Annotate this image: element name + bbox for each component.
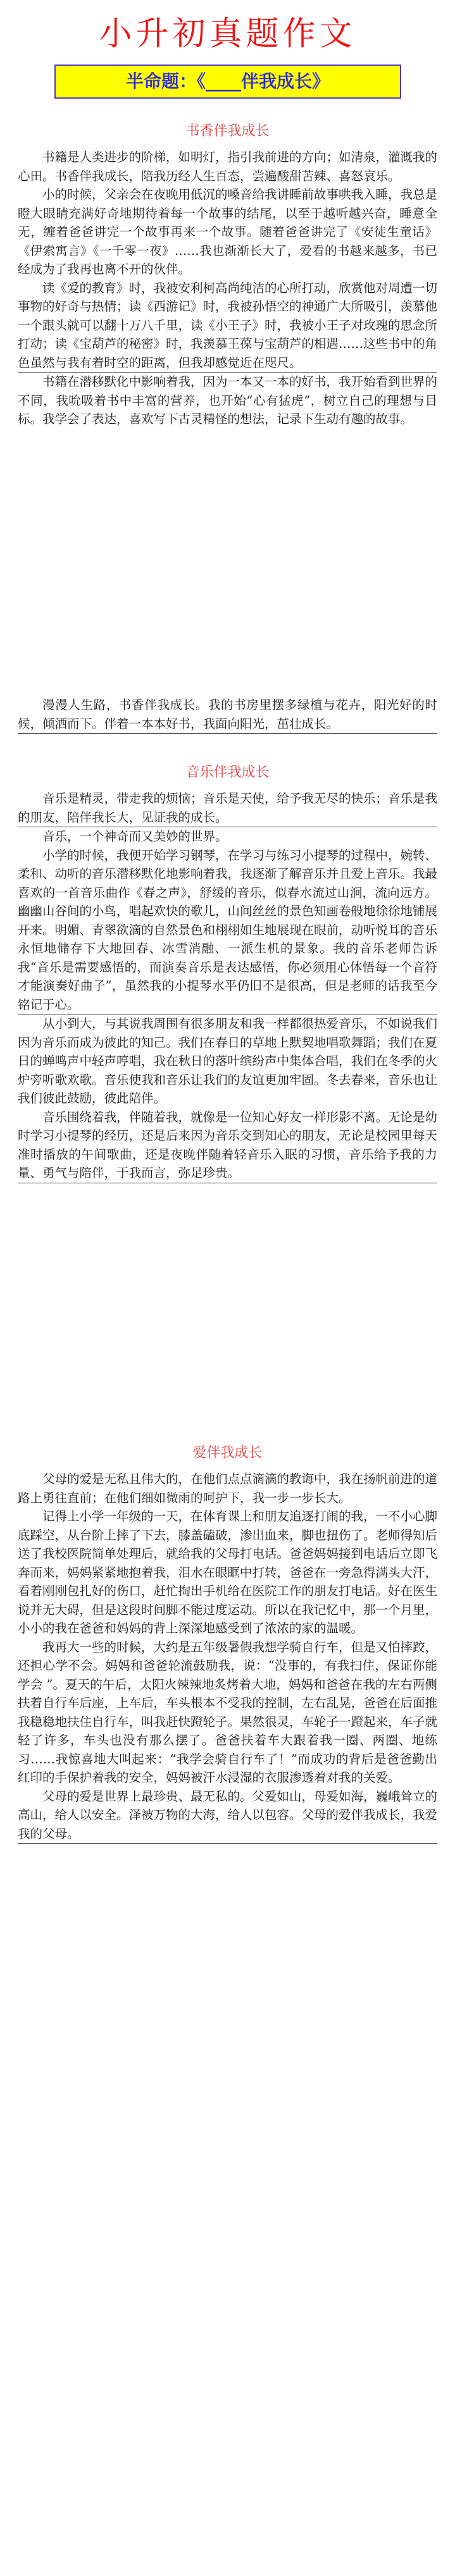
paragraph: 音乐，一个神奇而又美妙的世界。 (42, 829, 228, 844)
section-book-tail (18, 696, 437, 734)
paragraph: 音乐围绕着我，伴随着我，就像是一位知心好友一样形影不离。无论是幼时学习小提琴的经历，还是后来因为音乐交到知心的朋友，无论是校园里每天准时播放的午间歌曲，还是夜晚伴随着轻音乐入眠的习惯，音乐给予我的力量、勇气与陪伴，于我而言，弥足珍贵。 (18, 1108, 437, 1183)
paragraph: 音乐是精灵，带走我的烦恼；音乐是天使，给予我无尽的快乐；音乐是我的朋友，陪伴我长大，见证我的成长。 (18, 789, 437, 827)
paragraph: 书籍在潜移默化中影响着我，因为一本又一本的好书，我开始看到世界的不同，我吮吸着书中丰富的营养，也开始“心有猛虎”，树立自己的理想与目标。我学会了表达，喜欢写下古灵精怪的想法，记录下生动有趣的故事。 (18, 374, 438, 426)
section-title: 爱伴我成长 (192, 1445, 263, 1461)
paragraph: 读《爱的教育》时，我被安利柯高尚纯洁的心所打动，欣赏他对周遭一切事物的好奇与热情；读《西游记》时，我被孙悟空的神通广大所吸引，羡慕他一个跟头就可以翻十万八千里，读《小王子》时，我被小王子对玫瑰的思念所打动；读《宝葫芦的秘密》时，我羡慕王葆与宝葫芦的相遇……这些书中的角色虽然与我有着时空的距离，但我却感觉近在咫尺。 (18, 279, 437, 373)
section-title: 音乐伴我成长 (185, 765, 270, 780)
paragraph: 小学的时候，我便开始学习钢琴，在学习与练习小提琴的过程中，婉转、柔和、动听的音乐潜移默化地影响着我，我逐渐了解音乐并且爱上音乐。我最喜欢的一首音乐曲作《春之声》，舒缓的音乐，似春水流过山涧，流向远方。幽幽山谷间的小鸟，唱起欢快的歌儿，山间丝丝的景色知画卷般地徐徐地铺展开来。明媚、青翠欲滴的自然景色和栩栩如生地展现在眼前，动听悦耳的音乐永恒地储存下大地回春、冰雪消融、一派生机的景象。我的音乐老师告诉我“音乐是需要感悟的，而演奏音乐是表达感悟，你必须用心体悟每一个音符才能演奏好曲子”，虽然我的小提琴水平仍旧不是很高，但是老师的话我至今铭记于心。 (18, 846, 437, 1015)
paragraph: 父母的爱是无私且伟大的，在他们点点滴滴的教诲中，我在扬帆前进的道路上勇往直前；在他们细如微雨的呵护下，我一步一步长大。 (18, 1472, 438, 1505)
paragraph: 我再大一些的时候，大约是五年级暑假我想学骑自行车，但是又怕摔跤，还担心学不会。妈妈和爸爸轮流鼓励我，说：“没事的，有我扫住，保证你能学会 ”。夏天的午后，太阳火辣辣地炙烤着大地，妈妈和爸爸在我的左右两侧扶着自行车后座，上车后，车头根本不受我的控制，左右乱晃，爸爸在后面推我稳稳地扶住自行车，叫我赶快蹬轮子。果然很灵，车轮子一蹬起来，车子就轻了许多，车头也没有那么摆了。爸爸扶着车大跟着我一圈、两圈、地练习……我惊喜地大叫起来：“我学会骑自行车了！”而成功的背后是爸爸勤出红印的手保护着我的安全，妈妈被汗水浸湿的衣服渗透着对我的关爱。 (18, 1639, 438, 1785)
page-title: 小升初真题作文 (99, 15, 356, 53)
section-title: 书香伴我成长 (185, 123, 270, 139)
paragraph: 父母的爱是世界上最珍贵、最无私的。父爱如山，母爱如海，巍峨耸立的高山，给人以安全。泽被万物的大海，给人以包容。父母的爱伴我成长，我爱我的父母。 (18, 1787, 437, 1844)
essay-prompt-banner: 半命题：《____伴我成长》 (54, 65, 401, 99)
paragraph: 书籍是人类进步的阶梯，如明灯，指引我前进的方向；如清泉，灌溉我的心田。书香伴我成长，陪我历经人生百态，尝遍酸甜苦辣、喜怒哀乐。 (18, 150, 438, 183)
section-love (18, 1441, 437, 1844)
paragraph: 小的时候，父亲会在夜晚用低沉的嗓音给我讲睡前故事哄我入睡，我总是瞪大眼睛充满好奇地期待着每一个故事的结尾，以至于越听越兴奋，睡意全无，缠着爸爸讲完一个故事再来一个故事。随着爸爸讲完了《安徒生童话》《伊索寓言》《一千零一夜》……我也渐渐长大了，爱看的书越来越多，书已经成为了我再也离不开的伙伴。 (18, 187, 438, 276)
paragraph: 记得上小学一年级的一天，在体育课上和朋友追逐打闹的我，一不小心脚底踩空，从台阶上摔了下去，膝盖磕破，渗出血来，脚也扭伤了。老师得知后送了我校医院简单处理后，就给我的父母打电话。爸爸妈妈接到电话后立即飞奔而来，妈妈紧紧地抱着我，泪水在眼眶中打转，爸爸在一旁急得满头大汗，看着刚刚包扎好的伤口，赶忙掏出手机给在医院工作的朋友打电话。好在医生说并无大碍，但是这段时间脚不能过度运动。所以在我记忆中，那一个月里，小小的我在爸爸和妈妈的背上深深地感受到了浓浓的家的温暖。 (18, 1509, 438, 1636)
section-book (18, 119, 437, 429)
paragraph: 从小到大，与其说我周围有很多朋友和我一样都很热爱音乐，不如说我们因为音乐而成为彼此的知己。我们在春日的草地上默契地唱歌舞蹈；我们在夏日的蝉鸣声中轻声哼唱，我在秋日的落叶缤纷声中集体合唱，我们在冬季的火炉旁听歌欢歌。音乐使我和音乐让我们的友谊更加牢固。冬去春来，音乐也让我们彼此鼓励，彼此陪伴。 (18, 1016, 438, 1106)
section-music (18, 760, 437, 1183)
paragraph: 漫漫人生路，书香伴我成长。我的书房里摆多绿植与花卉，阳光好的时候，倾洒而下。伴着一本本好书，我面向阳光，茁壮成长。 (18, 696, 437, 734)
